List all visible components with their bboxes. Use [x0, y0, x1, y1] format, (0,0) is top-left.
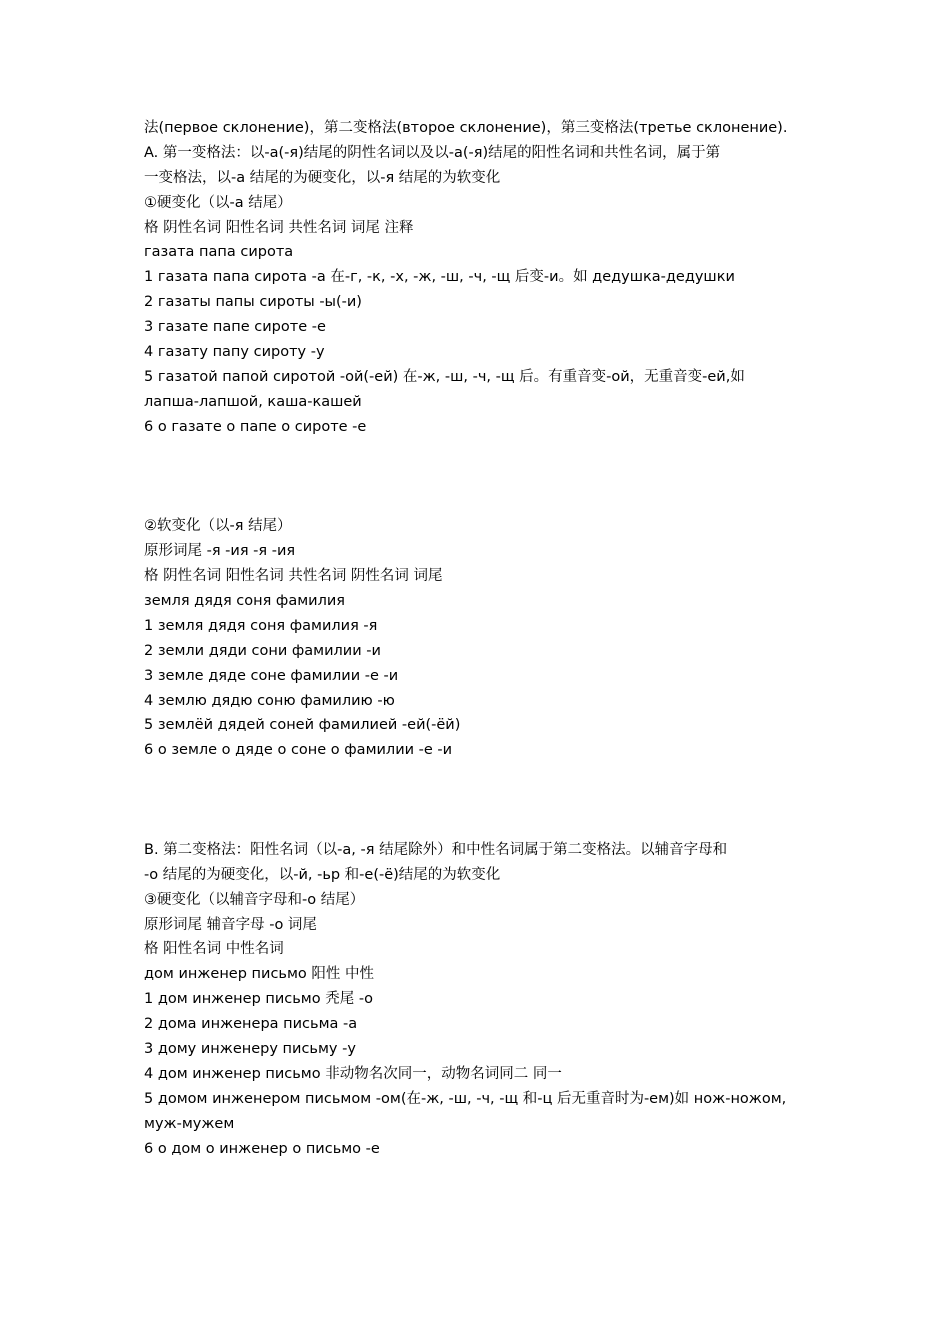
table-row: 6 о дом о инженер о письмо -е [144, 1140, 380, 1157]
table-row: 3 земле дяде соне фамилии -е -и [144, 667, 399, 684]
table-row: 6 о земле о дяде о соне о фамилии -е -и [144, 742, 453, 759]
spacer [144, 440, 812, 515]
table-row: 3 дому инженеру письму -у [144, 1040, 356, 1057]
document-page [144, 116, 812, 1161]
intro-line: 法(первое склонение)，第二变格法(второе склонение)，第三变格法(третье склонение). [144, 120, 788, 136]
table-row: 1 земля дядя соня фамилия -я [144, 617, 378, 634]
table-row: 6 о газате о папе о сироте -е [144, 418, 367, 435]
spacer [144, 763, 812, 838]
section-heading: ①硬变化（以-а 结尾） [144, 194, 292, 211]
table-row: 1 дом инженер письмо 秃尾 -о [144, 991, 373, 1008]
endings-line: 原形词尾 -я -ия -я -ия [144, 543, 296, 560]
table-row: 2 дома инженера письма -а [144, 1016, 358, 1033]
section-heading: ②软变化（以-я 结尾） [144, 518, 292, 535]
intro-line: A. 第一变格法：以-а(-я)结尾的阴性名词以及以-а(-я)结尾的阳性名词和共性名词，属于第 [144, 144, 721, 161]
table-row: лапша-лапшой, каша-кашей [144, 393, 362, 410]
table-row: 3 газате папе сироте -е [144, 319, 326, 336]
table-header: 格 阴性名词 阳性名词 共性名词 词尾 注释 [144, 219, 414, 236]
table-row: 4 землю дядю соню фамилию -ю [144, 692, 395, 709]
section-heading: ③硬变化（以辅音字母和-о 结尾） [144, 891, 365, 908]
table-row: 4 газату папу сироту -у [144, 344, 325, 361]
word-list: газата папа сирота [144, 244, 294, 261]
table-row: 2 газаты папы сироты -ы(-и) [144, 294, 362, 311]
table-row: 5 землёй дядей соней фамилией -ей(-ёй) [144, 717, 461, 734]
word-list: дом инженер письмо 阳性 中性 [144, 966, 374, 983]
intro-line: -о 结尾的为硬变化，以-й, -ьр 和-е(-ё)结尾的为软变化 [144, 866, 501, 883]
table-row: 5 домом инженером письмом -ом(在-ж, -ш, -ч, -щ 和-ц 后无重音时为-ем)如 нож-ножом, [144, 1090, 787, 1107]
table-header: 格 阳性名词 中性名词 [144, 941, 284, 958]
table-row: 1 газата папа сирота -а 在-г, -к, -х, -ж, -ш, -ч, -щ 后变-и。如 дедушка-дедушки [144, 269, 735, 286]
table-row: муж-мужем [144, 1115, 235, 1132]
word-list: земля дядя соня фамилия [144, 592, 345, 609]
intro-line: B. 第二变格法：阳性名词（以-а, -я 结尾除外）和中性名词属于第二变格法。以辅音字母和 [144, 841, 728, 858]
table-row: 4 дом инженер письмо 非动物名次同一，动物名词同二 同一 [144, 1065, 562, 1082]
intro-line: 一变格法，以-а 结尾的为硬变化，以-я 结尾的为软变化 [144, 169, 501, 186]
table-row: 5 газатой папой сиротой -ой(-ей) 在-ж, -ш, -ч, -щ 后。有重音变-ой，无重音变-ей,如 [144, 368, 745, 385]
table-header: 格 阴性名词 阳性名词 共性名词 阴性名词 词尾 [144, 568, 443, 585]
endings-line: 原形词尾 辅音字母 -о 词尾 [144, 916, 317, 933]
table-row: 2 земли дяди сони фамилии -и [144, 642, 381, 659]
